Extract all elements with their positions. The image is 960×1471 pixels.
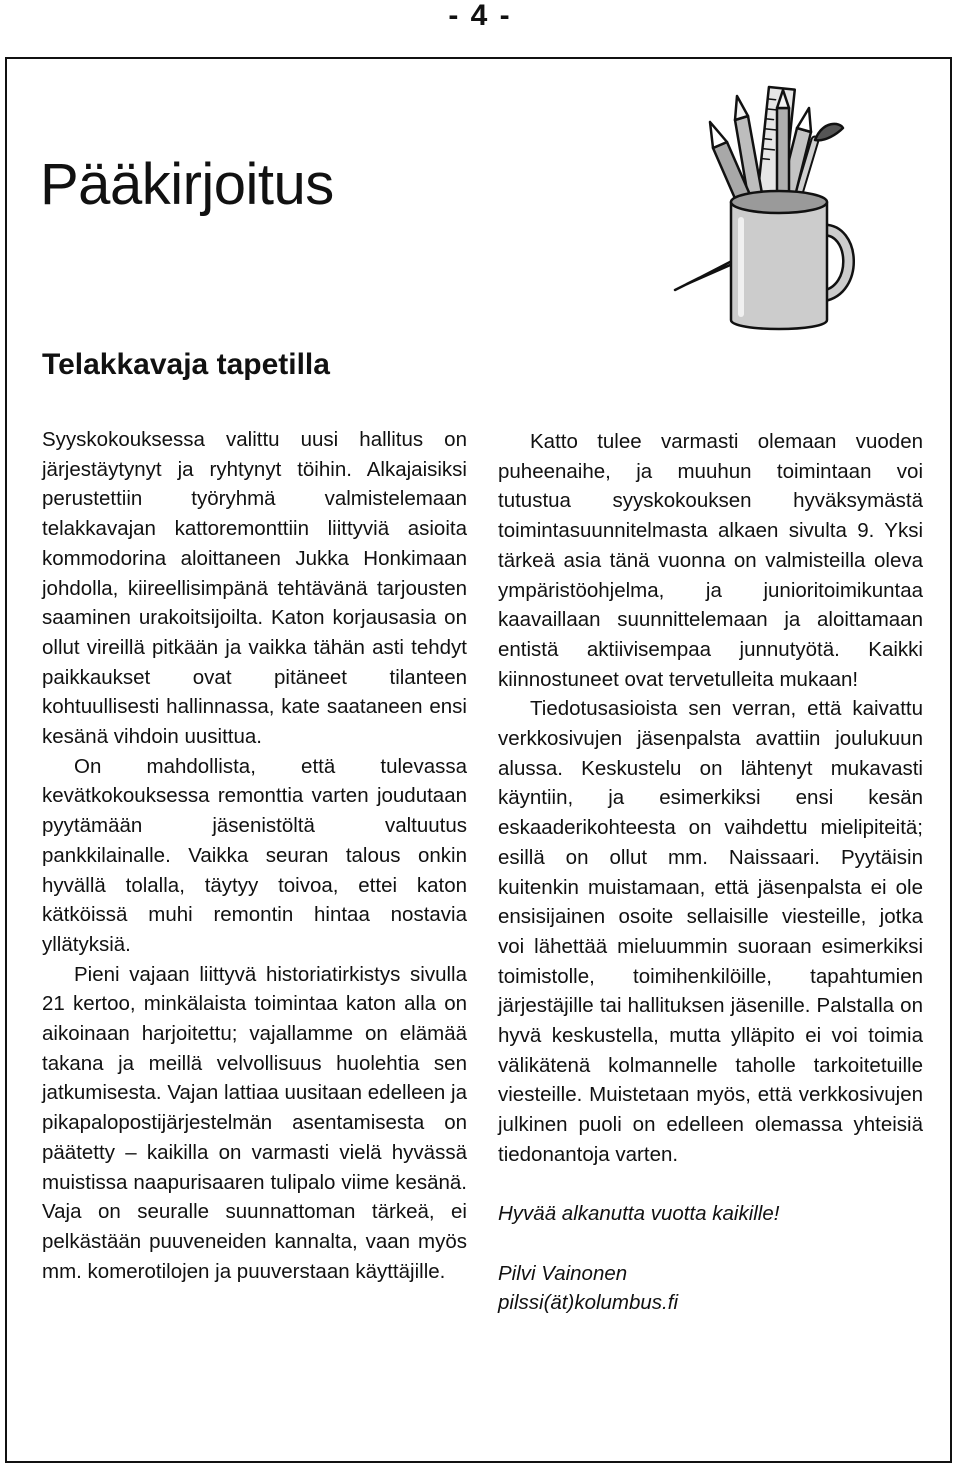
paragraph: Pieni vajaan liittyvä historiatirkistys sivulla 21 kertoo, minkälaista toimintaa katon alla on aikoinaan harjoitettu; vajallamme on elämää takana ja meillä velvollisuus huolehtia sen jatkumisesta. Vajan lattiaa uusitaan edelleen ja pikapalopostijärjestelmän asentamisesta on päätetty – kaikilla on varmasti vielä hyvässä muistissa naapurisaaren tulipalo viime kesänä. Vaja on seuralle suunnattoman tärkeä, ei pelkästään puuveneiden kannalta, vaan myös mm. komerotilojen ja puuverstaan käyttäjille. (42, 962, 467, 1283)
paragraph: Katto tulee varmasti olemaan vuoden puheenaihe, ja muuhun toimintaan voi tutustua syyskokouksen hyväksymästä toimintasuunnitelmasta alkaen sivulta 9. Yksi tärkeä asia tänä vuonna on valmisteilla oleva ympäristöohjelma, ja junioritoimikuntaa kaavaillaan suunnittelemaan ja aloittamaan entistä aktiivisempaa junnutyötä. Kaikki kiinnostuneet ovat tervetulleita mukaan! (498, 430, 923, 691)
paragraph: Syyskokouksessa valittu uusi hallitus on järjestäytynyt ja ryhtynyt töihin. Alkajaisiksi perustettiin työryhmä valmistelemaan telakkavajan kattoremonttiin liittyviä asioita kommodorina aloittaneen Jukka Honkimaan johdolla, kiireellisimpänä tehtävänä tarjousten saaminen urakoitsijoilta. Katon korjausasia on ollut vireillä pitkään ja vaikka tähän asti tehdyt paikkaukset ovat pitäneet tilanteen kohtuullisesti hallinnassa, kate saataneen ensi kesänä vihdoin uusittua. (42, 428, 467, 749)
page-number: - 4 - (448, 0, 512, 32)
paragraph: On mahdollista, että tulevassa kevätkokouksessa remonttia varten joudutaan pyytämään jäsenistöltä valtuutus pankkilainalle. Vaikka seuran talous onkin hyvällä tolalla, täytyy toivoa, ettei katon kätköissä muhi remontin hintaa nostavia yllätyksiä. (42, 754, 467, 956)
paragraph: Tiedotusasioista sen verran, että kaivattu verkkosivujen jäsenpalsta avattiin joulukuun alussa. Keskustelu on lähtenyt mukavasti käyntiin, ja esimerkiksi ensi kesän eskaaderikohteesta on vaihdettu mielipiteitä; esillä on ollut mm. Naissaari. Pyytäisin kuitenkin muistamaan, että jäsenpalsta ei ole ensisijainen osoite sellaisille viesteille, jotka voi lähettää mieluummin suoraan esimerkiksi toimistolle, toimihenkilöille, tapahtumien järjestäjille tai hallituksen jäsenille. Palstalla on hyvä keskustella, mutta ylläpito ei voi toimia välikätenä kolmannelle taholle tarkoitetuille viesteille. Muistetaan myös, että verkkosivujen julkinen puoli on edelleen olemassa yhteisiä tiedonantoja varten. (498, 697, 923, 1166)
signature-email: pilssi(ät)kolumbus.fi (498, 1291, 678, 1315)
article-left-column (42, 425, 467, 1286)
article-right-column (498, 427, 923, 1318)
page-title: Pääkirjoitus (40, 152, 334, 217)
greeting: Hyvää alkanutta vuotta kaikille! (498, 1202, 780, 1226)
signature-name: Pilvi Vainonen (498, 1261, 628, 1285)
pen-cup-icon (665, 70, 885, 340)
article-headline: Telakkavaja tapetilla (42, 348, 330, 381)
